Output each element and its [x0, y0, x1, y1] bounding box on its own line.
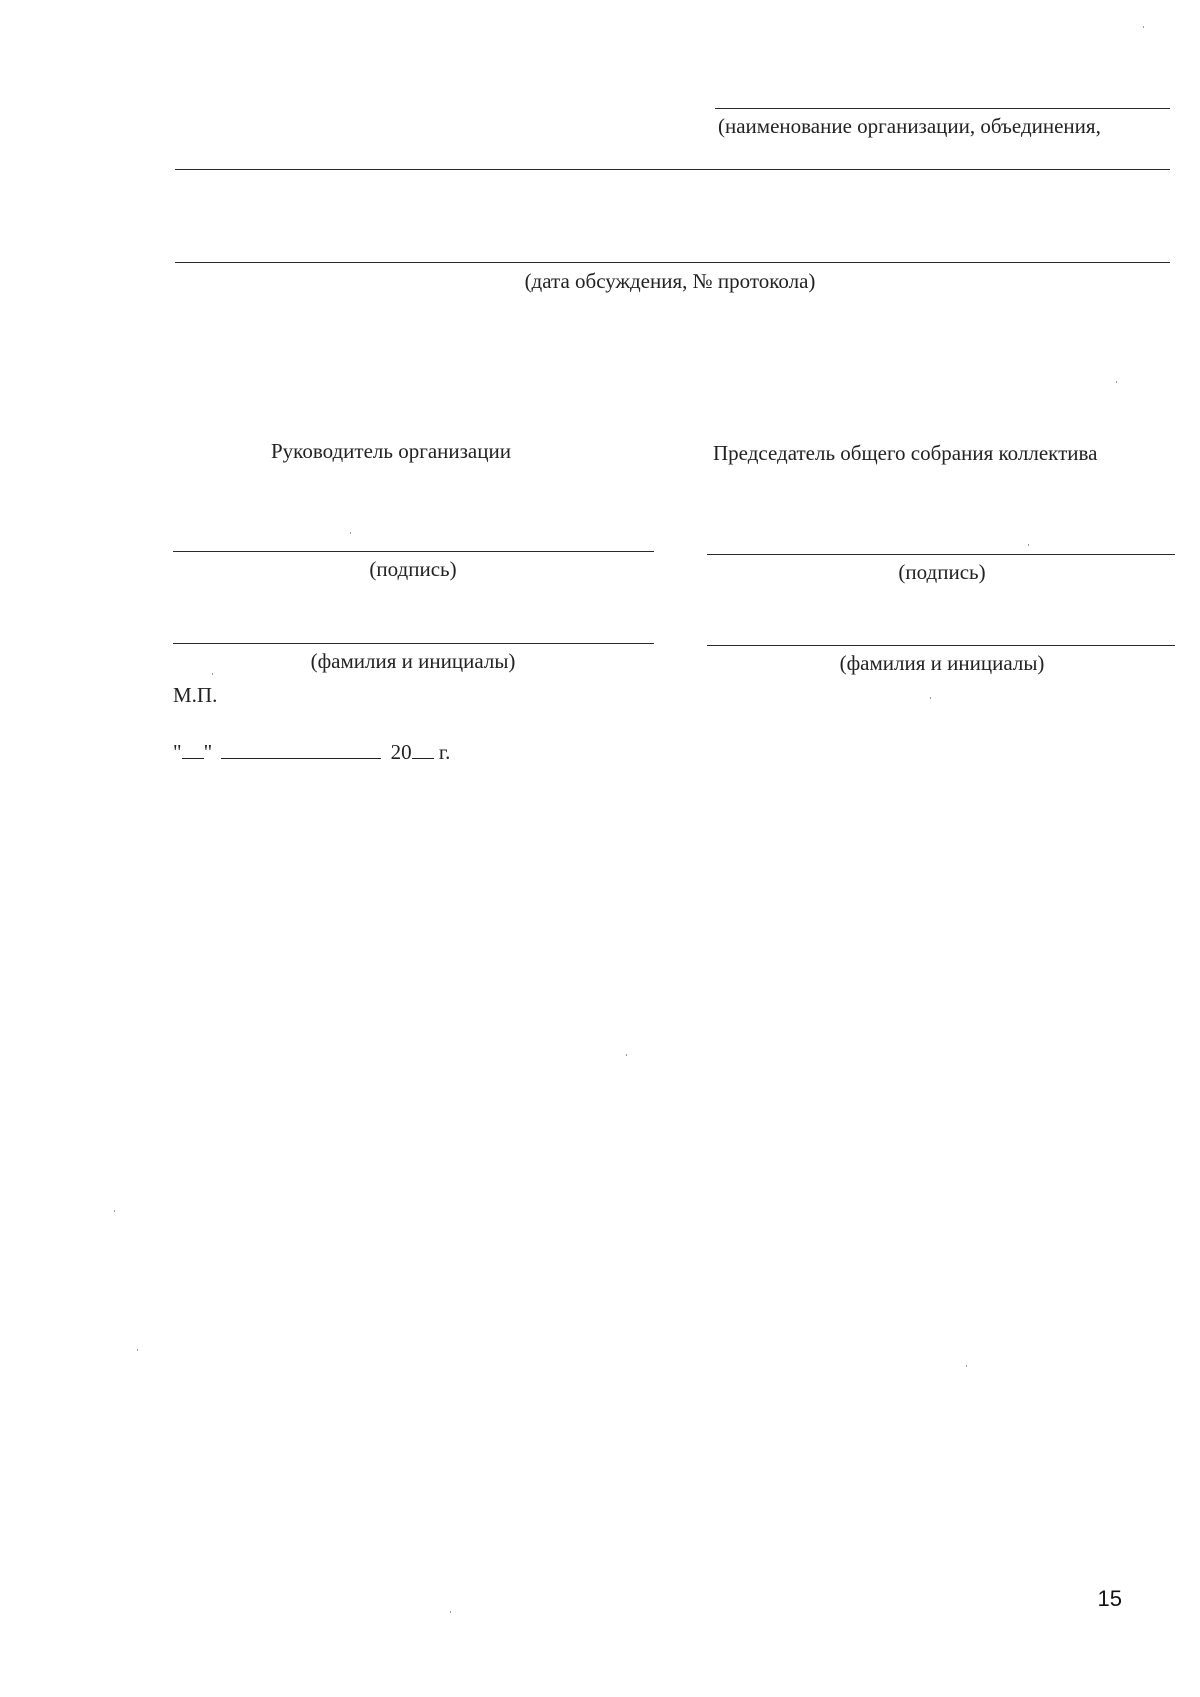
year-prefix: 20 [390, 740, 412, 764]
month-blank [221, 740, 381, 759]
org-name-line-top [715, 108, 1170, 109]
right-signatory-title: Председатель общего собрания коллектива [713, 441, 1098, 465]
scan-speck [1116, 381, 1117, 383]
scan-speck [966, 1365, 967, 1367]
day-blank [182, 740, 204, 759]
year-blank [412, 740, 434, 759]
scan-speck [114, 1210, 115, 1212]
scan-speck [212, 673, 213, 675]
scan-speck [1028, 544, 1029, 546]
left-signatory-title: Руководитель организации [271, 439, 511, 463]
discussion-date-caption: (дата обсуждения, № протокола) [524, 269, 816, 293]
left-name-caption: (фамилия и инициалы) [310, 649, 516, 673]
left-signature-caption: (подпись) [369, 557, 457, 581]
right-signature-line [707, 554, 1175, 555]
right-name-caption: (фамилия и инициалы) [839, 651, 1045, 675]
date-close-quote: " [203, 740, 213, 764]
scan-speck [137, 1349, 138, 1351]
discussion-date-line [175, 262, 1170, 263]
org-name-line-continued [175, 169, 1170, 170]
right-signature-caption: (подпись) [898, 560, 986, 584]
year-suffix: г. [438, 740, 451, 764]
date-open-quote: " [173, 740, 182, 764]
right-name-line [707, 645, 1175, 646]
left-signature-line [173, 551, 654, 552]
date-field [173, 740, 450, 764]
scan-speck [450, 1611, 451, 1613]
scan-speck [626, 1054, 627, 1056]
page-number: 15 [1097, 1586, 1122, 1611]
scan-speck [1143, 26, 1144, 28]
org-name-caption: (наименование организации, объединения, [718, 114, 1101, 138]
left-name-line [173, 643, 654, 644]
stamp-placeholder-label: М.П. [173, 683, 218, 707]
scan-speck [930, 697, 931, 699]
scan-speck [350, 532, 351, 534]
